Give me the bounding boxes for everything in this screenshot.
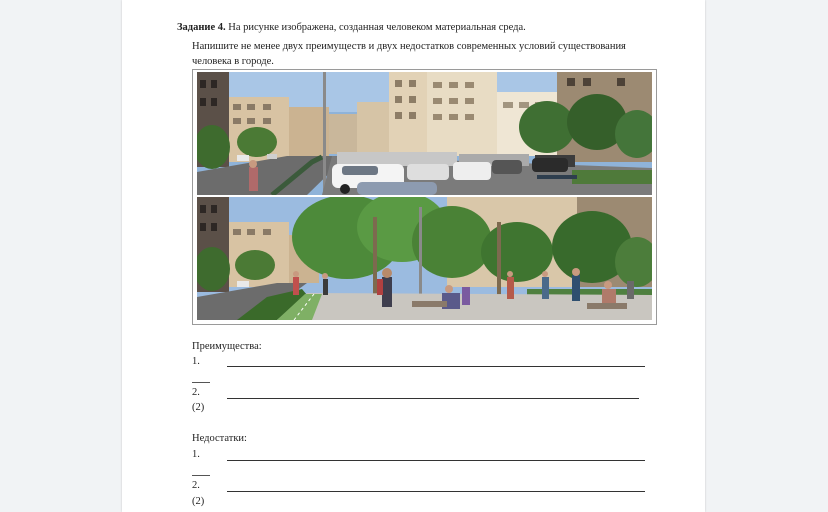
disadvantages-title: Недостатки: — [192, 433, 247, 444]
street-comparison-photo — [192, 69, 657, 325]
disadvantage-1-number: 1. — [192, 449, 200, 460]
advantages-title: Преимущества: — [192, 341, 262, 352]
street-with-cars-image — [197, 72, 652, 195]
advantage-2-answer-line[interactable] — [227, 398, 639, 399]
disadvantages-points: (2) — [192, 496, 205, 507]
disadvantage-1-answer-line[interactable] — [227, 460, 645, 461]
document-page — [122, 0, 705, 512]
advantage-2-number: 2. — [192, 387, 200, 398]
disadvantage-2-number: 2. — [192, 480, 200, 491]
task-text: На рисунке изображена, созданная человеком материальная среда. — [228, 22, 526, 33]
disadvantage-2-answer-line[interactable] — [227, 491, 645, 492]
task-heading — [177, 22, 697, 33]
advantage-1-answer-line[interactable] — [227, 366, 645, 367]
green-pedestrian-street-image — [197, 197, 652, 320]
advantage-1-number: 1. — [192, 356, 200, 367]
task-instruction: Напишите не менее двух преимуществ и двух недостатков современных условий существования человека в городе. — [192, 41, 626, 67]
task-label: Задание 4. — [177, 22, 226, 33]
advantage-1-continuation-line[interactable] — [192, 382, 210, 383]
disadvantage-1-continuation-line[interactable] — [192, 475, 210, 476]
advantages-points: (2) — [192, 402, 205, 413]
